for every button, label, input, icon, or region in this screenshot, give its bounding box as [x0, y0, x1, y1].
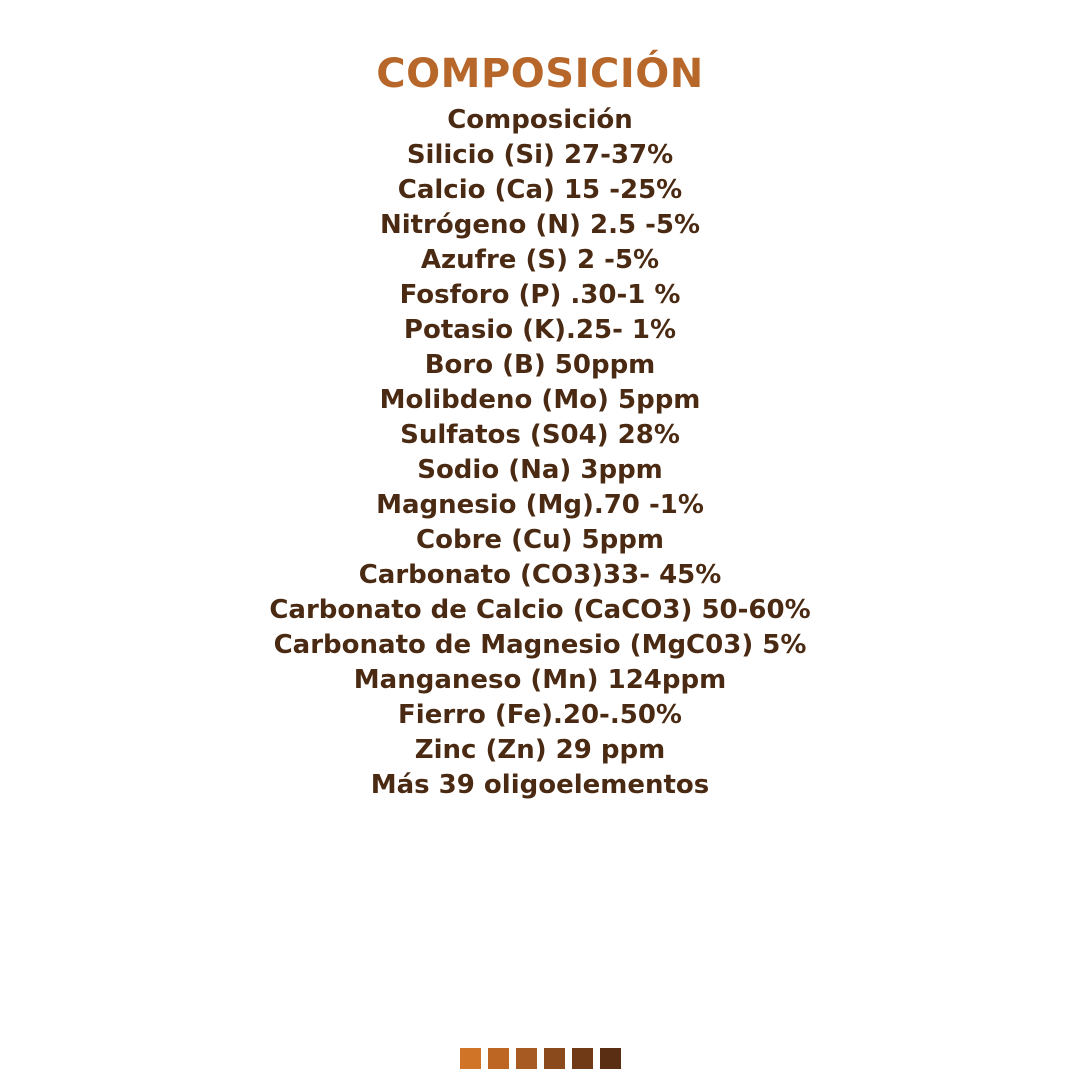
composition-item: Potasio (K).25- 1%	[403, 315, 677, 345]
composition-item: Boro (B) 50ppm	[424, 350, 656, 380]
composition-item: Sodio (Na) 3ppm	[417, 455, 663, 485]
composition-item: Zinc (Zn) 29 ppm	[414, 735, 666, 765]
composition-item: Sulfatos (S04) 28%	[400, 420, 680, 450]
page-title: COMPOSICIÓN	[376, 50, 704, 97]
color-swatch-bar	[0, 1048, 1080, 1069]
composition-item: Fosforo (P) .30-1 %	[399, 280, 681, 310]
color-swatch	[516, 1048, 537, 1069]
composition-item: Fierro (Fe).20-.50%	[398, 700, 682, 730]
color-swatch	[460, 1048, 481, 1069]
composition-item: Cobre (Cu) 5ppm	[416, 525, 664, 555]
color-swatch	[600, 1048, 621, 1069]
composition-item: Carbonato de Magnesio (MgC03) 5%	[273, 630, 807, 660]
composition-item: Carbonato de Calcio (CaCO3) 50-60%	[269, 595, 811, 625]
color-swatch	[544, 1048, 565, 1069]
composition-item: Carbonato (CO3)33- 45%	[358, 560, 722, 590]
composition-item: Manganeso (Mn) 124ppm	[353, 665, 727, 695]
composition-item: Silicio (Si) 27-37%	[406, 140, 674, 170]
composition-item: Nitrógeno (N) 2.5 -5%	[379, 210, 701, 240]
composition-item: Calcio (Ca) 15 -25%	[397, 175, 683, 205]
composition-item: Azufre (S) 2 -5%	[420, 245, 660, 275]
composition-item: Magnesio (Mg).70 -1%	[376, 490, 704, 520]
composition-item: Molibdeno (Mo) 5ppm	[379, 385, 701, 415]
composition-item: Más 39 oligoelementos	[370, 770, 710, 800]
color-swatch	[488, 1048, 509, 1069]
composition-list	[0, 103, 1080, 803]
composition-heading: Composición	[447, 105, 633, 135]
color-swatch	[572, 1048, 593, 1069]
